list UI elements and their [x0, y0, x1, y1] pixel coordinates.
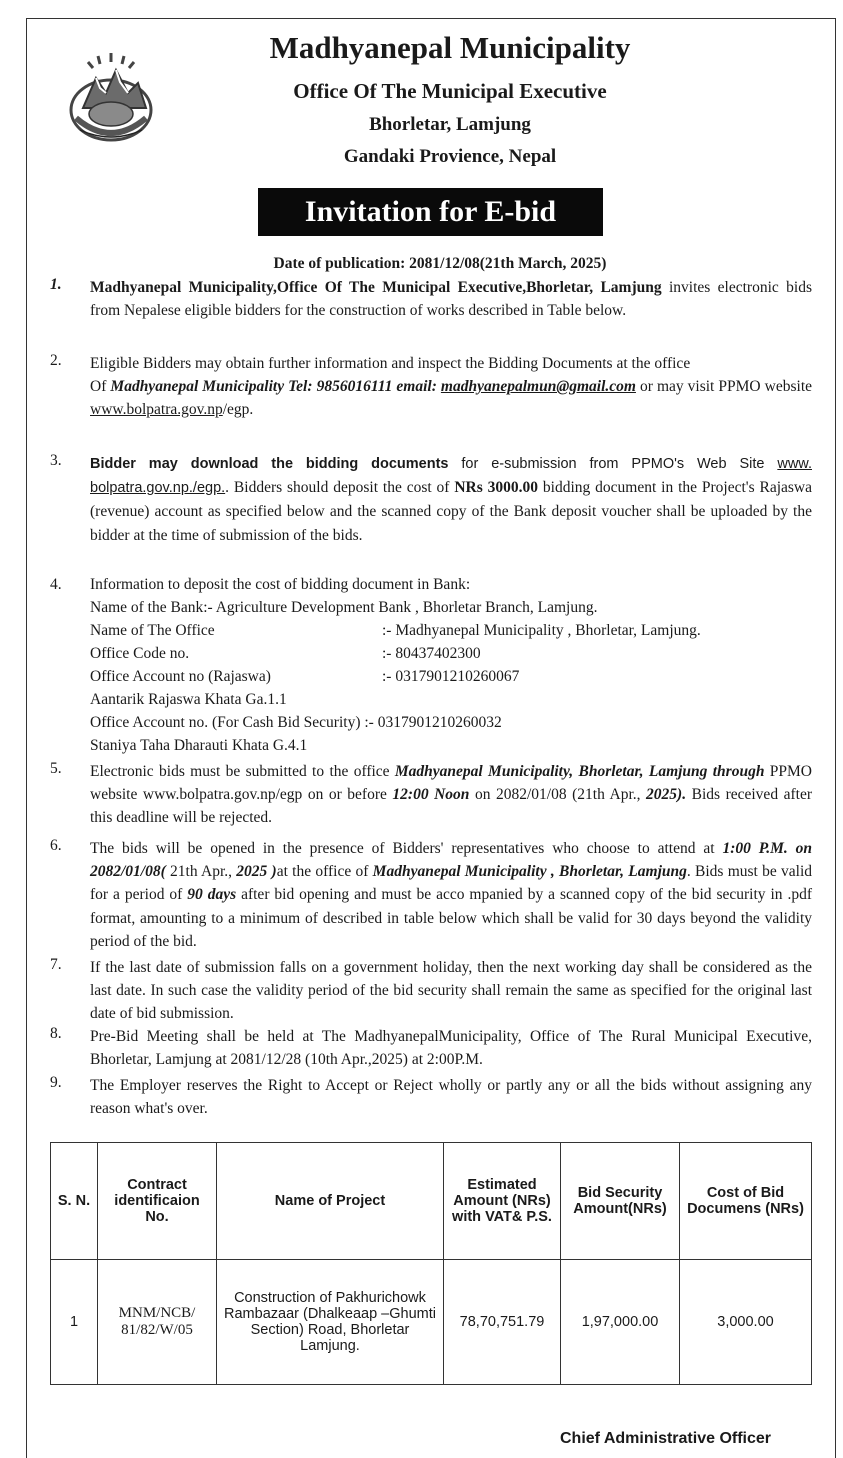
cell-sn: 1: [51, 1260, 98, 1385]
clause-1-bold: Madhyanepal Municipality,Office Of The Municipal Executive,Bhorletar, Lamjung: [90, 279, 662, 296]
bank-info-intro: Information to deposit the cost of bidding document in Bank:: [90, 576, 471, 593]
cell-project-name: Construction of Pakhurichowk Rambazaar (Dhalkeaap –Ghumti Section) Road, Bhorletar Lamjung.: [217, 1260, 444, 1385]
cell-bid-security: 1,97,000.00: [561, 1260, 680, 1385]
clause-6-emphasis: 2025 ): [236, 863, 277, 881]
bid-security-account: Office Account no. (For Cash Bid Security) :- 0317901210260032: [90, 714, 502, 731]
contact-info: Madhyanepal Municipality Tel: 9856016111 email:: [110, 378, 441, 396]
cell-document-cost: 3,000.00: [680, 1260, 812, 1385]
khata-1: Aantarik Rajaswa Khata Ga.1.1: [90, 691, 287, 708]
clause-5-text: Electronic bids must be submitted to the office: [90, 763, 395, 780]
clause-2-text: Eligible Bidders may obtain further information and inspect the Bidding Documents at the office: [90, 355, 691, 372]
validity-period: 90 days: [187, 886, 237, 904]
clause-9: The Employer reserves the Right to Accept or Reject wholly or partly any or all the bids without assigning any reason what's over.: [90, 1077, 812, 1118]
office-title: Office Of The Municipal Executive: [293, 79, 607, 103]
cell-estimated-amount: 78,70,751.79: [444, 1260, 561, 1385]
clause-2-text: or may visit PPMO website: [635, 378, 813, 396]
email-link[interactable]: madhyanepalmun@gmail.com: [440, 378, 636, 396]
col-project-name: Name of Project: [217, 1143, 444, 1260]
item-number: 7.: [50, 956, 62, 973]
bid-table: [50, 1142, 812, 1385]
clause-7: If the last date of submission falls on a government holiday, then the next working day shall be considered as the last date. In such case the validity period of the bid security shall remain the same as specified for the original last date of bid submission.: [90, 959, 812, 1023]
document-cost: NRs 3000.00: [454, 479, 539, 497]
col-estimated-amount: Estimated Amount (NRs) with VAT& P.S.: [444, 1143, 561, 1260]
clause-2-text: Of: [90, 378, 111, 396]
opening-time: 1:00 P.M. on 2082/01/08(: [90, 840, 812, 881]
item-number: 5.: [50, 760, 62, 777]
table-row: [51, 1260, 812, 1385]
clause-3-bold: Bidder may download the bidding documents: [90, 456, 449, 472]
clause-5-emphasis: Madhyanepal Municipality, Bhorletar, Lamjung through: [394, 763, 765, 780]
municipality-title: Madhyanepal Municipality: [269, 30, 631, 65]
clause-5: [90, 760, 812, 830]
account-value: :- 0317901210260067: [382, 668, 520, 685]
clause-3-text: for e-submission from PPMO's Web Site: [448, 456, 778, 472]
bolpatra-link[interactable]: www. bolpatra.gov.np./egp.: [90, 456, 812, 497]
col-contract-id: Contract identificaion No.: [98, 1143, 217, 1260]
clause-5-text: PPMO website www.bolpatra.gov.np/egp on or before: [90, 763, 812, 804]
col-sn: S. N.: [51, 1143, 98, 1260]
cell-contract-id: MNM/NCB/ 81/82/W/05: [98, 1260, 217, 1385]
col-bid-security: Bid Security Amount(NRs): [561, 1143, 680, 1260]
clause-6-emphasis: Madhyanepal Municipality , Bhorletar, Lamjung: [372, 863, 687, 881]
clause-2-text: /egp.: [222, 401, 254, 419]
item-number: 8.: [50, 1025, 62, 1042]
clause-5-text: on 2082/01/08 (21th Apr.,: [469, 786, 647, 804]
item-number: 1.: [50, 276, 62, 293]
clause-3-text: . Bidders should deposit the cost of: [225, 479, 455, 497]
clause-6-text: 21th Apr.,: [165, 863, 237, 881]
office-name-label: Name of The Office: [90, 622, 215, 639]
office-name-value: :- Madhyanepal Municipality , Bhorletar, Lamjung.: [382, 622, 701, 639]
office-place: Bhorletar, Lamjung: [369, 114, 531, 135]
publication-date: Date of publication: 2081/12/08(21th March, 2025): [273, 255, 607, 272]
municipality-emblem-icon: [58, 48, 164, 154]
office-code-value: :- 80437402300: [382, 645, 481, 662]
clause-5-emphasis: 2025).: [646, 786, 687, 804]
notice-heading: Invitation for E-bid: [258, 188, 603, 236]
clause-6-text: after bid opening and must be acco mpanied by a scanned copy of the bid security in .pdf format, amounting to a minimum of described in table below which shall be valid for 30 days beyond the validity period of the bid.: [90, 886, 813, 950]
account-label: Office Account no (Rajaswa): [90, 668, 271, 685]
clause-6-text: at the office of: [276, 863, 373, 881]
khata-2: Staniya Taha Dharauti Khata G.4.1: [90, 737, 308, 754]
signatory-title: Chief Administrative Officer: [560, 1430, 772, 1447]
clause-6: [90, 837, 812, 953]
clause-3-text: bidding document in the Project's Rajaswa (revenue) account as specified below and the scanned copy of the Bank deposit voucher shall be uploaded by the bidder at the time of submission of the bids.: [90, 479, 812, 544]
item-number: 4.: [50, 576, 62, 593]
clause-8: Pre-Bid Meeting shall be held at The MadhyanepalMunicipality, Office of The Rural Municipal Executive, Bhorletar, Lamjung at 2081/12/28 (10th Apr.,2025) at 2:00P.M.: [90, 1028, 812, 1069]
item-number: 9.: [50, 1074, 62, 1091]
clause-6-text: . Bids must be valid for a period of: [90, 863, 812, 904]
clause-1: [90, 276, 812, 322]
ppmo-website-link[interactable]: www.bolpatra.gov.np: [90, 401, 223, 419]
clause-6-text: The bids will be opened in the presence of Bidders' representatives who choose to attend at: [90, 840, 723, 857]
office-code-label: Office Code no.: [90, 645, 190, 662]
clause-1-text: invites electronic bids from Nepalese eligible bidders for the construction of works described in Table below.: [90, 279, 812, 320]
clause-2: [90, 352, 812, 422]
submission-time: 12:00 Noon: [392, 786, 470, 804]
clause-3: [90, 452, 812, 547]
col-document-cost: Cost of Bid Documens (NRs): [680, 1143, 812, 1260]
item-number: 3.: [50, 452, 62, 469]
item-number: 6.: [50, 837, 62, 854]
office-province: Gandaki Provience, Nepal: [343, 146, 557, 167]
clause-5-text: Bids received after this deadline will be rejected.: [90, 786, 812, 827]
bank-name: Name of the Bank:- Agriculture Development Bank , Bhorletar Branch, Lamjung.: [90, 599, 598, 616]
table-header-row: [51, 1143, 812, 1260]
item-number: 2.: [50, 352, 62, 369]
